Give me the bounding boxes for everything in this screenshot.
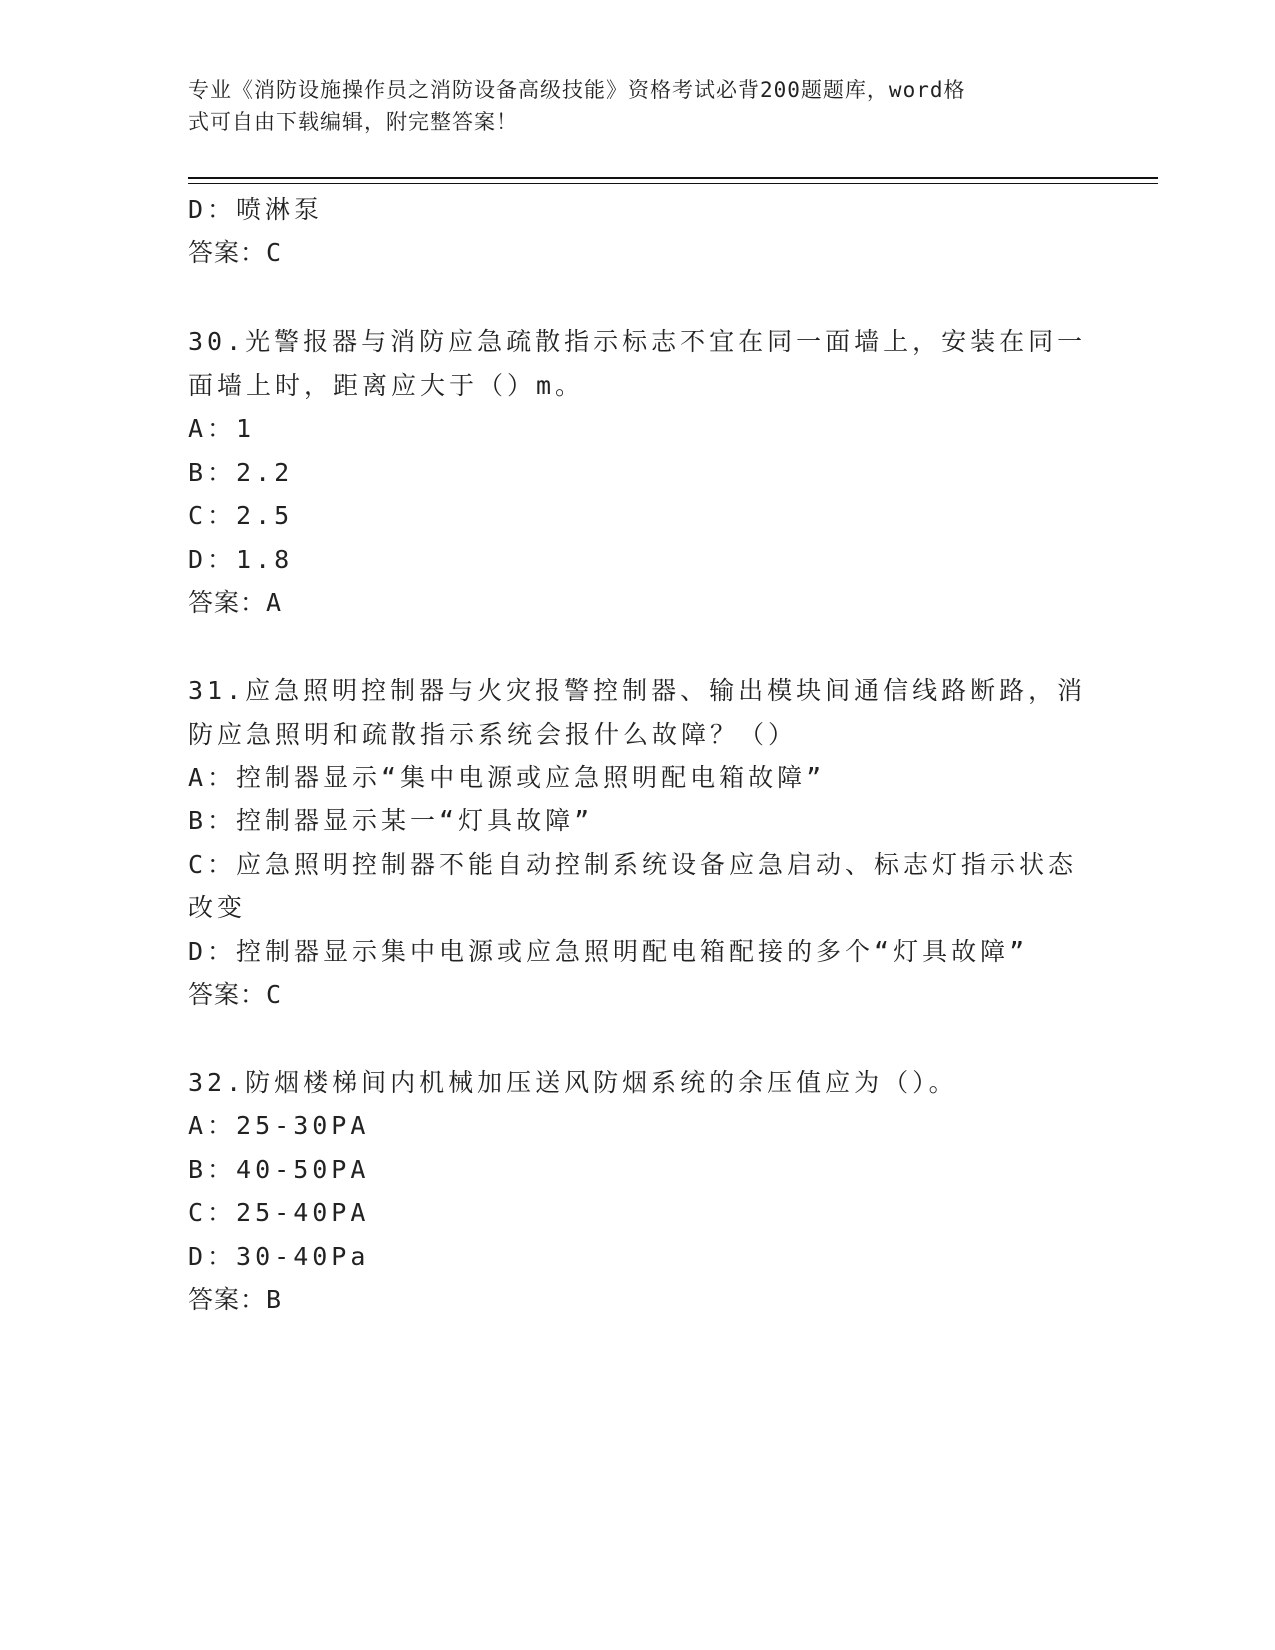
q31-option-c-line-2: 改变 — [188, 893, 247, 922]
header-line-1: 专业《消防设施操作员之消防设备高级技能》资格考试必背200题题库，word格 — [188, 78, 966, 102]
header-line-2: 式可自由下载编辑，附完整答案！ — [188, 110, 518, 134]
q31-stem-line-2: 防应急照明和疏散指示系统会报什么故障？（） — [188, 720, 798, 749]
q32-stem-line-1: 32.防烟楼梯间内机械加压送风防烟系统的余压值应为（）。 — [188, 1068, 958, 1097]
q30-stem-line-1: 30.光警报器与消防应急疏散指示标志不宜在同一面墙上，安装在同一 — [188, 327, 1087, 356]
q32-option-c: C：25-40PA — [188, 1198, 370, 1227]
document-header — [188, 74, 1088, 138]
q30-option-a: A：1 — [188, 414, 256, 443]
q31-option-b: B：控制器显示某一“灯具故障” — [188, 806, 594, 835]
q31-stem-line-1: 31.应急照明控制器与火灾报警控制器、输出模块间通信线路断路，消 — [188, 676, 1087, 705]
q30-option-d: D：1.8 — [188, 545, 294, 574]
q30-option-b: B：2.2 — [188, 458, 294, 487]
q32-option-d: D：30-40Pa — [188, 1242, 370, 1271]
header-divider-thin — [188, 183, 1158, 184]
q32-option-a: A：25-30PA — [188, 1111, 370, 1140]
q29-answer: 答案：C — [188, 238, 283, 267]
q31-option-a: A：控制器显示“集中电源或应急照明配电箱故障” — [188, 763, 826, 792]
q31-option-d: D：控制器显示集中电源或应急照明配电箱配接的多个“灯具故障” — [188, 937, 1029, 966]
q32-option-b: B：40-50PA — [188, 1155, 370, 1184]
q32-answer: 答案：B — [188, 1285, 283, 1314]
q30-stem-line-2: 面墙上时，距离应大于（）m。 — [188, 371, 585, 400]
header-divider-thick — [188, 177, 1158, 179]
q30-answer: 答案：A — [188, 588, 283, 617]
q29-option-d: D：喷淋泵 — [188, 195, 324, 224]
q30-option-c: C：2.5 — [188, 501, 294, 530]
q31-answer: 答案：C — [188, 980, 283, 1009]
q31-option-c-line-1: C：应急照明控制器不能自动控制系统设备应急启动、标志灯指示状态 — [188, 850, 1078, 879]
